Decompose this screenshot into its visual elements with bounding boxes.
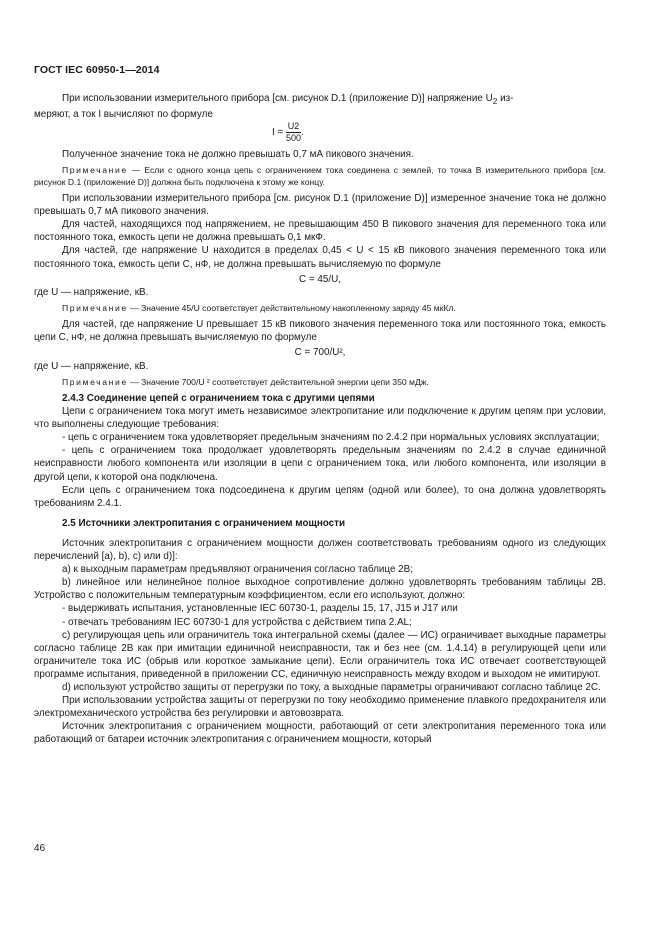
paragraph: Источник электропитания с ограничением мощности должен соответствовать требованиям одного из следующих перечислений [а), b), с) или d)]: <box>34 537 606 563</box>
paragraph: Цепи с ограничением тока могут иметь независимое электропитание или подключение к другим цепям при условии, что выполнены следующие требования: <box>34 406 606 431</box>
list-item: - цепь с ограничением тока удовлетворяет предельным значениям по 2.4.2 при нормальных условиях эксплуатации; <box>62 432 600 444</box>
text: При использовании измерительного прибора [см. рисунок D.1 (приложение D)] напряжение U <box>62 93 493 104</box>
document-header: ГОСТ IEC 60950-1—2014 <box>34 64 160 76</box>
paragraph: Для частей, где напряжение U находится в пределах 0,45 < U < 15 кВ пикового значения переменного тока или постоянного тока, емкость цепи С, нФ, не должна превышать вычисляемую по формуле <box>34 245 606 270</box>
list-item: b) линейное или нелинейное полное выходное сопротивление должно удовлетворять требованиям таблицы 2В. Устройство с положительным температурным коэффициентом, если его используют, должно: <box>34 577 606 602</box>
page-number: 46 <box>34 843 46 854</box>
note <box>34 165 606 188</box>
list-item: - цепь с ограничением тока продолжает удовлетворять предельным значениям по 2.4.2 в случае единичной неисправности любого компонента или изоляции в цепи с ограничением тока, или любого компонента, или изоляции в другой цепи, к которой она подключена. <box>34 445 606 483</box>
list-item: а) к выходным параметрам предъявляют ограничения согласно таблице 2В; <box>62 564 414 576</box>
formula: С = 45/U, <box>299 273 341 285</box>
list-item: - отвечать требованиям IEC 60730-1 для устройства с действием типа 2.AL; <box>62 616 412 628</box>
formula: С = 700/U², <box>294 347 346 359</box>
paragraph: Если цепь с ограничением тока подсоединена к другим цепям (одной или более), то она должна удовлетворять требованиям 2.4.1. <box>34 484 606 509</box>
section-heading: 2.4.3 Соединение цепей с ограничением тока с другими цепями <box>62 393 375 404</box>
formula-lhs: I = <box>272 127 286 139</box>
note-label: Примечание <box>62 165 128 176</box>
text: из- <box>497 93 514 104</box>
note-text: — Значение 45/U соответствует действительному накопленному заряду 45 мкКл. <box>127 302 456 313</box>
document-body <box>34 92 606 746</box>
section-heading: 2.5 Источники электропитания с ограничением мощности <box>62 517 346 529</box>
numerator: U2 <box>287 121 300 132</box>
paragraph: Полученное значение тока не должно превышать 0,7 мА пикового значения. <box>62 149 414 161</box>
list-item: d) используют устройство защиты от перегрузки по току, а выходные параметры ограничивают согласно таблице 2С. <box>62 681 601 693</box>
paragraph: Для частей, находящихся под напряжением, не превышающим 450 В пикового значения для переменного тока или постоянного тока, емкость цепи не должна превышать 0,1 мкФ. <box>34 219 606 244</box>
denominator: 500 <box>286 133 302 144</box>
list-item: - выдерживать испытания, установленные IEC 60730-1, разделы 15, 17, J15 и J17 или <box>62 603 458 615</box>
note <box>34 303 606 314</box>
paragraph: меряют, а ток I вычисляют по формуле <box>34 109 213 121</box>
paragraph: где U — напряжение, кВ. <box>34 360 149 372</box>
note <box>34 377 606 388</box>
paragraph: Источник электропитания с ограничением мощности, работающий от сети электропитания переменного тока или работающий от батареи источник электропитания с ограничением мощности, который <box>34 721 606 746</box>
formula-end: . <box>301 127 304 139</box>
subscript: 2 <box>492 96 498 106</box>
paragraph <box>34 92 606 108</box>
paragraph: Для частей, где напряжение U превышает 15 кВ пикового значения переменного тока или постоянного тока, емкость цепи С, нФ, не должна превышать вычисляемую по формуле <box>34 319 606 344</box>
paragraph: где U — напряжение, кВ. <box>34 286 149 298</box>
list-item: с) регулирующая цепь или ограничитель тока интегральной схемы (далее — ИС) ограничивает выходные параметры согласно таблице 2В как при имитации единичной неисправности, так и без нее (см. 1.4.14) в регулирующей цепи или ограничителе тока ИС (обрыв или короткое замыкание цепи). Если ограничитель тока ИС отвечает соответствующей программе испытания, приведенной в приложении СС, единичную неисправность между входом и выходом не имитируют. <box>34 629 606 680</box>
note-text: — Значение 700/U ² соответствует действительной энергии цепи 350 мДж. <box>127 376 429 387</box>
note-text: — Если с одного конца цепь с ограничением тока соединена с землей, то точка В измерительного прибора [см. рисунок D.1 (приложение D)] должна быть подключена к этому же концу. <box>34 165 606 187</box>
fraction <box>286 121 301 144</box>
note-label: Примечание <box>62 376 128 387</box>
paragraph: При использовании измерительного прибора [см. рисунок D.1 (приложение D)] измеренное значение тока не должно превышать 0,7 мА пикового значения. <box>34 193 606 218</box>
formula-current <box>34 121 606 144</box>
note-label: Примечание <box>62 302 128 313</box>
paragraph: При использовании устройства защиты от перегрузки по току необходимо применение плавкого предохранителя или электромеханического устройства без регулировки и автовозврата. <box>34 695 606 720</box>
